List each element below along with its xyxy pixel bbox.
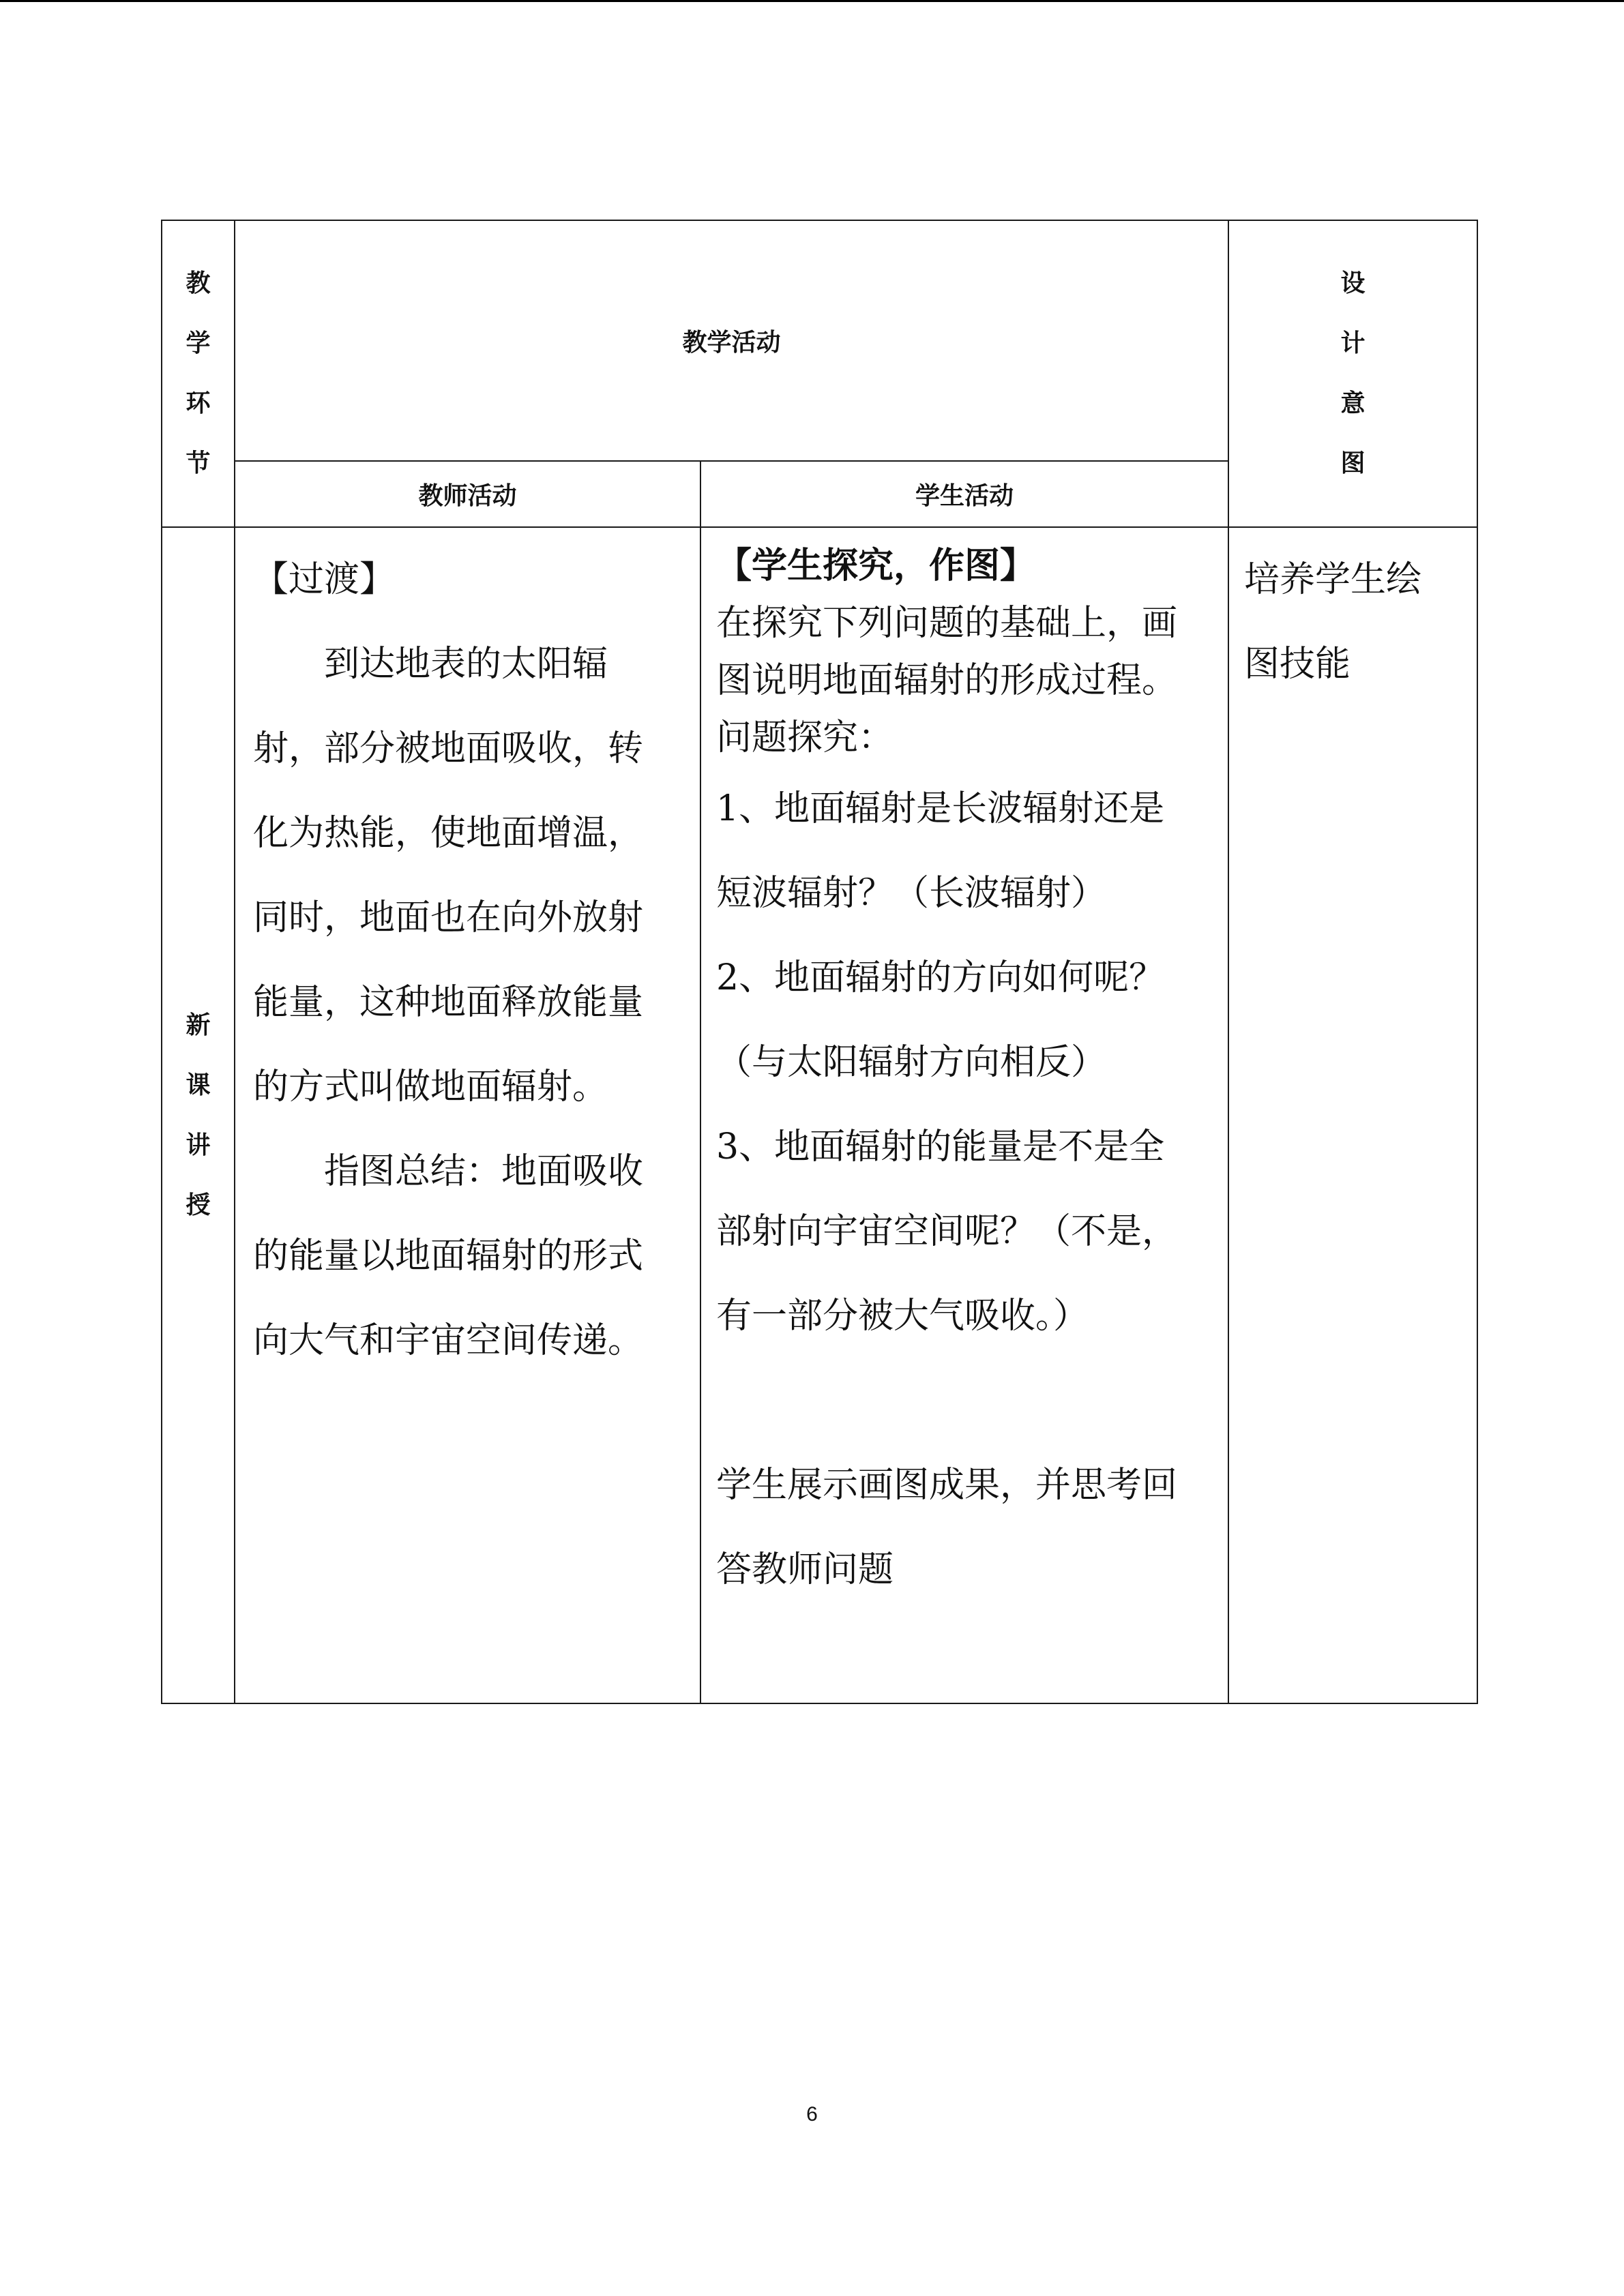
intent-text-line: 培养学生绘 xyxy=(1244,559,1422,600)
stage-char: 课 xyxy=(186,1071,211,1099)
teacher-section-title: 【过渡】 xyxy=(253,559,396,600)
stage-header-cell xyxy=(162,220,235,527)
student-text-line: 问题探究： xyxy=(716,717,894,758)
student-section-title: 【学生探究，作图】 xyxy=(716,546,1036,586)
lesson-plan-table xyxy=(161,220,1478,1704)
student-question-line: 有一部分被大气吸收。） xyxy=(716,1296,1089,1337)
teacher-text-line: 射，部分被地面吸收，转 xyxy=(253,728,644,769)
student-question-line: 短波辐射？（长波辐射） xyxy=(716,873,1107,914)
student-question-line: 3、地面辐射的能量是不是全 xyxy=(716,1127,1165,1167)
teacher-activity-label: 教师活动 xyxy=(418,482,517,510)
stage-header-char: 节 xyxy=(186,449,211,477)
activity-header-cell xyxy=(235,220,1228,461)
student-activity-cell xyxy=(700,527,1228,1703)
design-intent-cell xyxy=(1228,527,1477,1703)
teacher-text-line: 指图总结：地面吸收 xyxy=(324,1151,644,1192)
student-question-line: 1、地面辐射是长波辐射还是 xyxy=(716,788,1165,829)
student-activity-header xyxy=(700,461,1228,527)
student-closing-line: 学生展示画图成果，并思考回 xyxy=(716,1465,1178,1506)
intent-header-char: 图 xyxy=(1340,449,1365,477)
teacher-text-line: 化为热能，使地面增温， xyxy=(253,813,644,854)
intent-header-char: 意 xyxy=(1340,389,1365,417)
stage-char: 授 xyxy=(186,1191,211,1219)
student-text-line: 图说明地面辐射的形成过程。 xyxy=(716,660,1178,701)
top-border-line xyxy=(0,0,1624,2)
teacher-text-line: 能量，这种地面释放能量 xyxy=(253,982,644,1023)
teacher-text-line: 向大气和宇宙空间传递。 xyxy=(253,1320,644,1361)
stage-cell xyxy=(162,527,235,1703)
stage-char: 讲 xyxy=(186,1131,211,1159)
activity-header-title: 教学活动 xyxy=(682,329,781,357)
page-number: 6 xyxy=(806,2103,818,2126)
teacher-activity-header xyxy=(235,461,700,527)
teacher-text-line: 的能量以地面辐射的形式 xyxy=(253,1236,644,1277)
stage-header-char: 教 xyxy=(186,269,211,297)
teacher-activity-cell xyxy=(235,527,700,1703)
intent-header-char: 设 xyxy=(1340,269,1365,297)
student-activity-label: 学生活动 xyxy=(915,482,1014,510)
student-question-line: 部射向宇宙空间呢？（不是， xyxy=(716,1211,1178,1252)
student-closing-line: 答教师问题 xyxy=(716,1549,894,1590)
teacher-text-line: 的方式叫做地面辐射。 xyxy=(253,1067,608,1107)
student-question-line: 2、地面辐射的方向如何呢？ xyxy=(716,957,1165,998)
stage-header-char: 学 xyxy=(186,329,211,357)
blank-spacer xyxy=(716,1358,1214,1443)
stage-char: 新 xyxy=(186,1011,211,1039)
teacher-text-line: 到达地表的太阳辐 xyxy=(324,644,608,685)
student-text-line: 在探究下列问题的基础上，画 xyxy=(716,603,1178,644)
student-question-line: （与太阳辐射方向相反） xyxy=(716,1042,1107,1083)
intent-header-char: 计 xyxy=(1340,329,1365,357)
intent-header-cell xyxy=(1228,220,1477,527)
teacher-text-line: 同时，地面也在向外放射 xyxy=(253,897,644,938)
stage-header-char: 环 xyxy=(186,389,211,417)
intent-text-line: 图技能 xyxy=(1244,644,1351,685)
